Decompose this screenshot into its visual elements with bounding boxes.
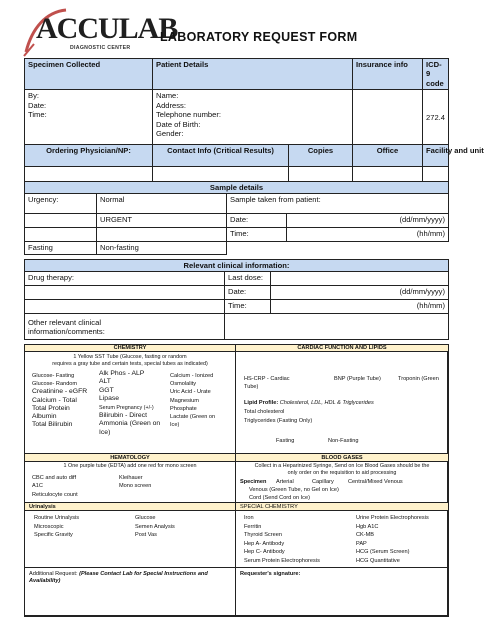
clinical-info-table <box>24 259 449 340</box>
lipid-profile[interactable] <box>244 400 374 406</box>
specimen-header: Specimen Collected <box>25 59 153 90</box>
clinical-time-label: Time: <box>225 300 271 314</box>
test-mono-screen[interactable]: Mono screen <box>119 483 152 490</box>
test-hep-c[interactable]: Hep C- Antibody <box>244 549 285 556</box>
last-dose-label: Last dose: <box>225 272 271 286</box>
test-total-bilirubin[interactable]: Total Bilirubin <box>32 421 73 429</box>
test-routine-urinalysis[interactable]: Routine Urinalysis <box>34 515 80 521</box>
clinical-date-label: Date: <box>225 286 271 300</box>
test-albumin[interactable]: Albumin <box>32 413 57 421</box>
special-col-2 <box>356 514 429 566</box>
urgency-empty <box>25 214 97 228</box>
test-serum-pregnancy[interactable]: Serum Pregnancy (+/-) <box>99 404 154 411</box>
test-ferritin[interactable]: Ferritin <box>244 523 262 530</box>
test-triglycerides[interactable]: Triglycerides (Fasting Only) <box>244 418 313 424</box>
test-magnesium[interactable]: Magnesium <box>170 397 199 404</box>
test-calcium-ionized[interactable]: Calcium - Ionized <box>170 373 214 379</box>
test-post-vas[interactable]: Post Vas <box>135 532 157 539</box>
test-specific-gravity[interactable]: Specific Gravity <box>34 532 73 539</box>
test-microscopic[interactable]: Microscopic <box>34 523 64 530</box>
hematology-note: 1 One purple tube (EDTA) add one red for mono screen <box>63 463 197 469</box>
patient-gender-label: Gender: <box>156 129 184 139</box>
insurance-field[interactable] <box>353 90 423 145</box>
chemistry-note-1: 1 Yellow SST Tube (Glucose, fasting or random <box>73 354 187 360</box>
test-lactate[interactable]: Lactate (Green on <box>170 414 216 421</box>
other-info-field[interactable] <box>225 314 449 340</box>
test-bnp[interactable]: BNP (Purple Tube) <box>334 376 381 382</box>
sample-blank <box>227 242 449 254</box>
chemistry-col-2 <box>99 370 160 437</box>
patient-name-label: Name: <box>156 91 179 101</box>
drug-therapy-field-2[interactable] <box>25 286 225 300</box>
urgency-empty-2 <box>25 228 97 242</box>
test-cbc[interactable]: CBC and auto diff <box>32 475 77 481</box>
non-fasting-option[interactable]: Non-fasting <box>97 242 227 254</box>
urinalysis-col-2 <box>135 514 175 540</box>
test-urine-glucose[interactable]: Glucose <box>135 515 156 521</box>
test-total-cholesterol[interactable]: Total cholesterol <box>244 409 285 415</box>
test-calcium-total[interactable]: Calcium - Total <box>32 396 77 404</box>
chemistry-panel <box>24 351 236 454</box>
lipid-profile-items: Cholesterol, LDL, HDL & Triglycerides <box>279 400 374 406</box>
test-pap[interactable]: PAP <box>356 540 367 547</box>
test-serum-protein-ep[interactable]: Serum Protein Electrophoresis <box>244 557 320 564</box>
specimen-fields[interactable] <box>25 90 153 145</box>
logo-text: ACCULAB <box>36 12 178 45</box>
test-ck-mb[interactable]: CK-MB <box>356 532 375 539</box>
test-ammonia-cont: Ice) <box>99 428 111 436</box>
test-bilirubin-direct[interactable]: Bilirubin - Direct <box>99 412 147 420</box>
test-a1c[interactable]: A1C <box>32 483 43 490</box>
test-hgb-a1c[interactable]: Hgb A1C <box>356 523 379 530</box>
special-chemistry-panel <box>235 510 449 568</box>
test-lipase[interactable]: Lipase <box>99 395 120 403</box>
clinical-info-header: Relevant clinical information: <box>25 260 449 272</box>
patient-header: Patient Details <box>153 59 353 90</box>
test-reticulocyte[interactable]: Reticulocyte count <box>32 491 78 498</box>
gas-central-venous[interactable]: Central/Mixed Venous <box>348 479 403 485</box>
signature-field[interactable] <box>235 567 449 617</box>
cardiac-non-fasting-option[interactable]: Non-Fasting <box>328 438 359 444</box>
blood-gases-note-1: Collect in a Heparinized Syringe, Send on Ice Blood Gases should be the <box>254 463 430 469</box>
patient-dob-label: Date of Birth: <box>156 119 201 129</box>
chemistry-note-2: requires a gray tube and certain tests, special tubes as indicated) <box>52 361 208 367</box>
gas-arterial[interactable]: Arterial <box>276 479 294 485</box>
test-hcg-quant[interactable]: HCG Quantitative <box>356 557 400 564</box>
test-troponin[interactable]: Troponin (Green <box>398 376 439 382</box>
cardiac-fasting-option[interactable]: Fasting <box>276 438 295 444</box>
acculab-logo <box>22 8 178 54</box>
test-lactate-cont: Ice) <box>170 422 180 429</box>
additional-request-label: Additional Request: <box>29 571 78 577</box>
test-phosphate[interactable]: Phosphate <box>170 405 197 412</box>
special-col-1 <box>244 514 320 566</box>
patient-address-label: Address: <box>156 100 186 110</box>
specimen-label: Specimen <box>240 479 267 485</box>
other-info-label[interactable] <box>25 314 225 340</box>
other-info-label-2: information/comments: <box>28 326 105 336</box>
copies-header: Copies <box>289 145 353 167</box>
normal-option[interactable]: Normal <box>97 194 227 214</box>
test-osmolality[interactable]: Osmolality <box>170 381 197 388</box>
cardiac-panel <box>235 351 449 454</box>
specimen-time-label: Time: <box>28 110 47 120</box>
test-urine-protein-ep[interactable]: Urine Protein Electrophoresis <box>356 515 429 521</box>
logo-tagline: DIAGNOSTIC CENTER <box>70 45 131 51</box>
hematology-header: HEMATOLOGY <box>24 453 236 462</box>
urgency-empty-3 <box>97 228 227 242</box>
fasting-option[interactable]: Fasting <box>25 242 97 254</box>
test-total-protein[interactable]: Total Protein <box>32 404 70 412</box>
patient-fields[interactable] <box>153 90 353 145</box>
test-hep-a[interactable]: Hep A- Antibody <box>244 540 285 547</box>
specimen-by-label: By: <box>28 91 39 101</box>
urinalysis-panel <box>24 510 236 568</box>
sample-time-label: Time: <box>227 228 287 242</box>
sample-time-field[interactable]: (hh/mm) <box>287 228 449 242</box>
urinalysis-col-1 <box>34 514 79 540</box>
test-hcg-serum[interactable]: HCG (Serum Screen) <box>356 549 410 556</box>
chemistry-col-1 <box>32 372 87 429</box>
gas-capillary[interactable]: Capillary <box>312 479 334 485</box>
cardiac-header: CARDIAC FUNCTION AND LIPIDS <box>235 344 449 352</box>
urinalysis-header: Urinalysis <box>24 502 236 511</box>
special-chemistry-header: SPECIAL CHEMISTRY <box>235 502 449 511</box>
drug-therapy-label[interactable]: Drug therapy: <box>25 272 225 286</box>
test-kleihauer[interactable]: Kleihauer <box>119 475 143 481</box>
test-glucose-random[interactable]: Glucose- Random <box>32 381 78 388</box>
sample-details-header: Sample details <box>25 182 449 194</box>
clinical-date-field[interactable]: (dd/mm/yyyy) <box>271 286 449 300</box>
test-semen-analysis[interactable]: Semen Analysis <box>135 523 175 530</box>
icd-value[interactable]: 272.4 <box>423 90 449 145</box>
signature-label: Requester's signature: <box>240 571 301 577</box>
urgency-label: Urgency: <box>25 194 97 214</box>
lipid-profile-label: Lipid Profile: <box>244 400 279 406</box>
blood-gases-panel <box>235 461 449 503</box>
test-ammonia[interactable]: Ammonia (Green on <box>99 420 161 428</box>
specimen-date-label: Date: <box>28 100 47 110</box>
test-uric-acid[interactable]: Uric Acid - Urate <box>170 389 211 396</box>
blood-gases-note-2: only order on the requisition to aid processing <box>287 470 397 476</box>
other-info-label-1: Other relevant clinical <box>28 317 102 327</box>
insurance-header: Insurance info <box>353 59 423 90</box>
test-hs-crp[interactable]: HS-CRP - Cardiac <box>244 376 290 382</box>
test-alt[interactable]: ALT <box>99 378 111 386</box>
additional-request-field[interactable] <box>24 567 236 617</box>
icd-header: ICD-9 code <box>423 59 449 90</box>
test-glucose-fasting[interactable]: Glucose- Fasting <box>32 373 75 379</box>
test-ggt[interactable]: GGT <box>99 386 114 394</box>
drug-therapy-field-3[interactable] <box>25 300 225 314</box>
sample-date-field[interactable]: (dd/mm/yyyy) <box>287 214 449 228</box>
sample-details-table <box>24 181 449 255</box>
test-iron[interactable]: Iron <box>244 515 254 521</box>
chemistry-col-3 <box>170 372 215 429</box>
test-alk-phos[interactable]: Alk Phos - ALP <box>99 370 145 377</box>
clinical-time-field[interactable]: (hh/mm) <box>271 300 449 314</box>
patient-info-table <box>24 58 484 184</box>
blood-gases-header: BLOOD GASES <box>235 453 449 462</box>
additional-request-note: (Please Contact Lab for Special Instructions and Availability) <box>29 571 208 585</box>
chemistry-header: CHEMISTRY <box>24 344 236 352</box>
page-title: LABORATORY REQUEST FORM <box>160 30 358 44</box>
urgent-option[interactable]: URGENT <box>97 214 227 228</box>
test-thyroid-screen[interactable]: Thyroid Screen <box>244 532 282 539</box>
ordering-physician-header: Ordering Physician/NP: <box>25 145 153 167</box>
hematology-col-2 <box>119 474 151 491</box>
gas-cord[interactable]: Cord (Send Cord on Ice) <box>249 495 310 501</box>
facility-header: Facility and unit <box>423 145 449 167</box>
hematology-col-1 <box>32 474 78 499</box>
sample-taken-label: Sample taken from patient: <box>227 194 449 214</box>
contact-info-header: Contact Info (Critical Results) <box>153 145 289 167</box>
tests-section <box>24 344 448 616</box>
office-header: Office <box>353 145 423 167</box>
sample-date-label: Date: <box>227 214 287 228</box>
patient-phone-label: Telephone number: <box>156 110 222 120</box>
hematology-panel <box>24 461 236 503</box>
gas-venous[interactable]: Venous (Green Tube, no Gel on Ice) <box>249 487 339 493</box>
test-creatinine[interactable]: Creatinine - eGFR <box>32 388 88 396</box>
last-dose-field[interactable] <box>271 272 449 286</box>
test-troponin-cont: Tube) <box>244 384 259 390</box>
